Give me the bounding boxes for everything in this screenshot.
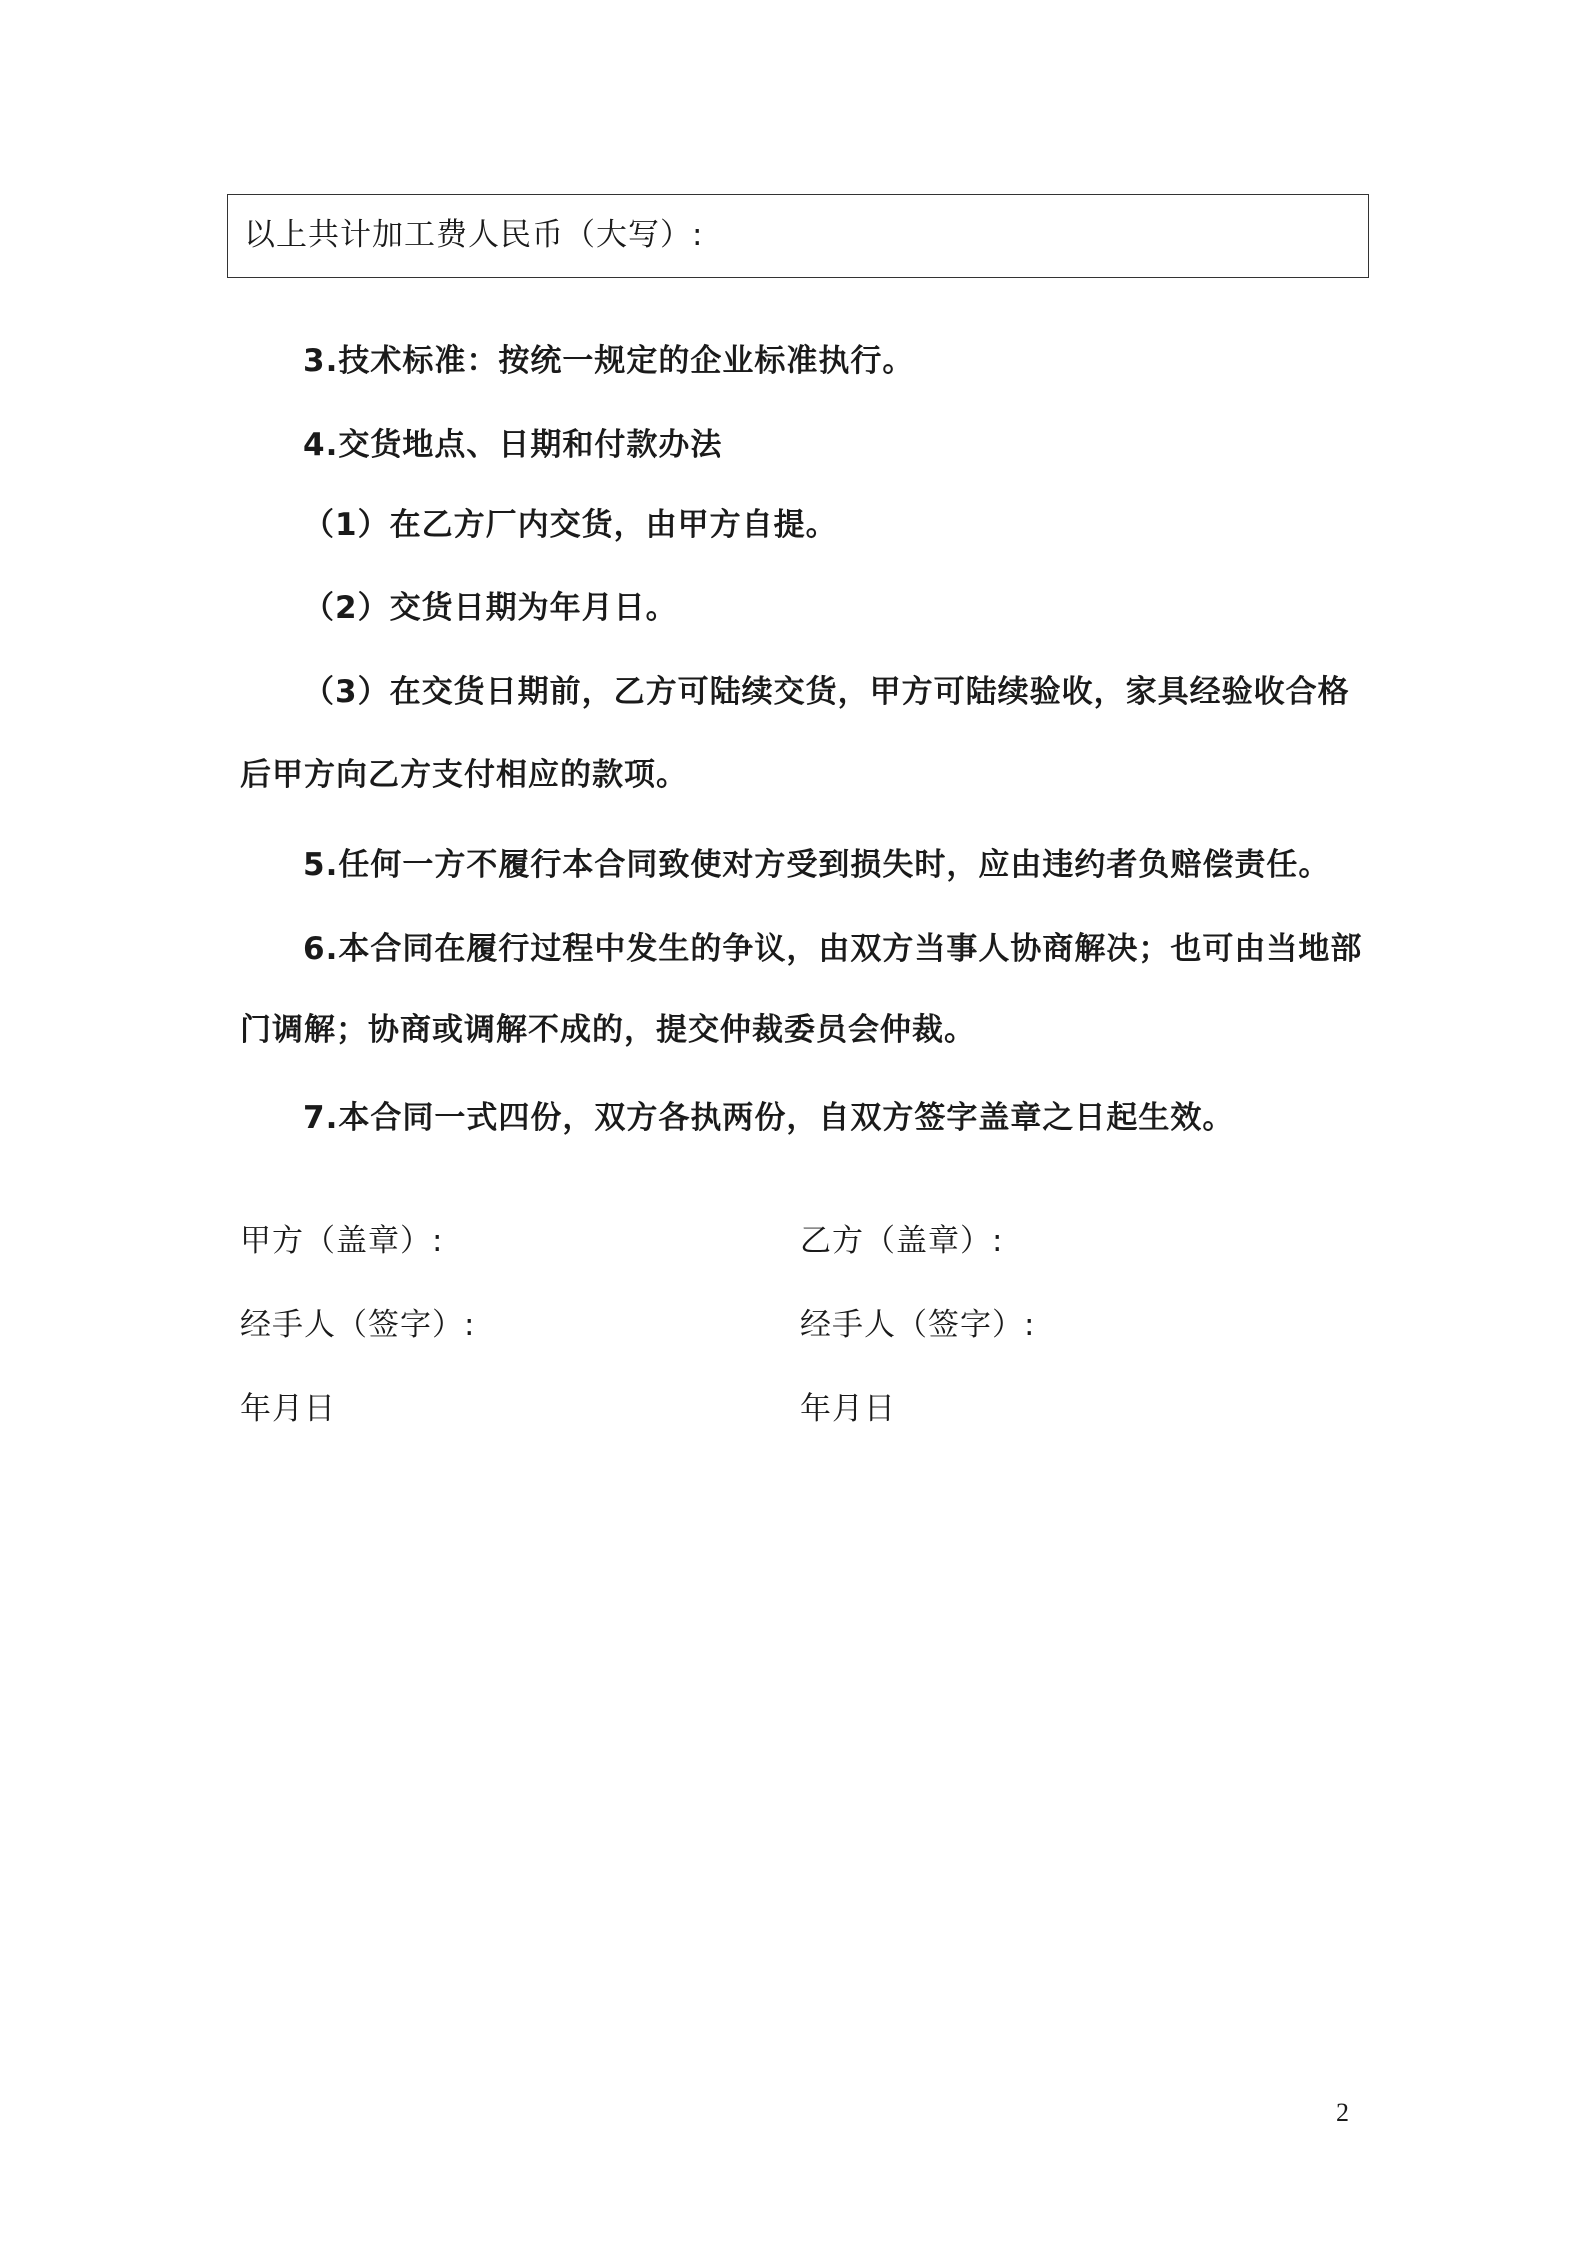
party-a-date-label: 年月日 <box>240 1391 336 1427</box>
clause-4-item-1: （1）在乙方厂内交货，由甲方自提。 <box>303 507 838 543</box>
clause-3-technical-standard: 3.技术标准：按统一规定的企业标准执行。 <box>303 343 915 379</box>
party-b-handler-label: 经手人（签字）: <box>800 1307 1036 1343</box>
party-b-date-label: 年月日 <box>800 1391 896 1427</box>
clause-6-dispute-line-2: 门调解；协商或调解不成的，提交仲裁委员会仲裁。 <box>240 1012 976 1048</box>
party-b-seal-label: 乙方（盖章）: <box>800 1223 1004 1259</box>
clause-4-item-2: （2）交货日期为年月日。 <box>303 590 678 626</box>
party-a-handler-label: 经手人（签字）: <box>240 1307 476 1343</box>
clause-5-liability: 5.任何一方不履行本合同致使对方受到损失时，应由违约者负赔偿责任。 <box>303 847 1331 883</box>
clause-6-dispute-line-1: 6.本合同在履行过程中发生的争议，由双方当事人协商解决；也可由当地部 <box>303 931 1363 967</box>
page-number: 2 <box>1336 2098 1349 2127</box>
total-fee-box <box>227 194 1369 278</box>
clause-4-item-3-line-1: （3）在交货日期前，乙方可陆续交货，甲方可陆续验收，家具经验收合格 <box>303 674 1350 710</box>
clause-7-copies: 7.本合同一式四份，双方各执两份，自双方签字盖章之日起生效。 <box>303 1100 1235 1136</box>
clause-4-item-3-line-2: 后甲方向乙方支付相应的款项。 <box>240 757 688 793</box>
clause-4-delivery-heading: 4.交货地点、日期和付款办法 <box>303 427 723 463</box>
total-fee-label: 以上共计加工费人民币（大写）: <box>244 217 704 253</box>
party-a-seal-label: 甲方（盖章）: <box>240 1223 444 1259</box>
